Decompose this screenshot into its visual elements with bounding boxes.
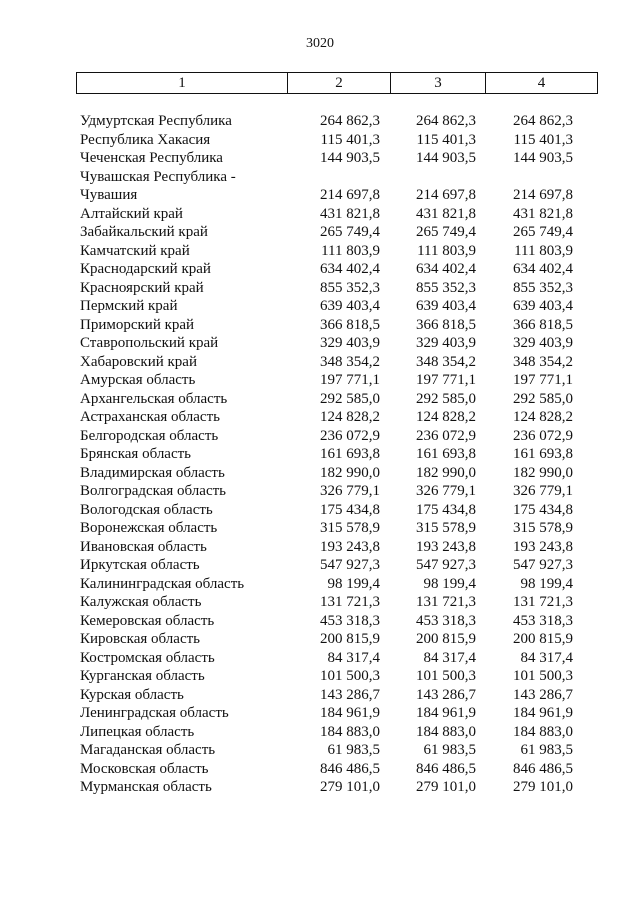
region-name: Ленинградская область bbox=[80, 705, 229, 721]
value-col-2: 315 578,9 bbox=[320, 520, 380, 536]
value-col-2: 131 721,3 bbox=[320, 594, 380, 610]
table-row bbox=[0, 612, 640, 631]
value-col-2: 61 983,5 bbox=[327, 742, 380, 758]
value-col-2: 182 990,0 bbox=[320, 464, 380, 481]
value-col-3: 98 199,4 bbox=[423, 575, 476, 592]
value-col-3: 61 983,5 bbox=[423, 742, 476, 758]
value-col-4: 124 828,2 bbox=[513, 409, 573, 425]
region-name: Удмуртская Республика bbox=[80, 113, 232, 129]
value-col-3: 366 818,5 bbox=[416, 316, 476, 333]
value-col-3: 184 961,9 bbox=[416, 705, 476, 721]
region-name: Калининградская область bbox=[80, 575, 245, 592]
table-row bbox=[0, 186, 640, 205]
value-col-4: 236 072,9 bbox=[513, 427, 573, 444]
header-col-4: 4 bbox=[537, 74, 546, 91]
value-col-3: 453 318,3 bbox=[416, 612, 476, 629]
value-col-4: 326 779,1 bbox=[513, 483, 573, 499]
value-col-4: 639 403,4 bbox=[513, 298, 573, 314]
header-col-2: 2 bbox=[288, 73, 391, 93]
value-col-2: 292 585,0 bbox=[320, 390, 380, 407]
value-col-4: 279 101,0 bbox=[513, 779, 573, 795]
value-col-3: 315 578,9 bbox=[416, 520, 476, 536]
region-name: Камчатский край bbox=[80, 242, 190, 259]
value-col-4: 315 578,9 bbox=[513, 520, 573, 536]
region-name: Амурская область bbox=[80, 372, 196, 388]
value-col-3: 329 403,9 bbox=[416, 335, 476, 351]
table-row bbox=[0, 649, 640, 668]
table-row bbox=[0, 575, 640, 594]
table-row bbox=[0, 427, 640, 446]
region-name: Красноярский край bbox=[80, 279, 204, 296]
region-name: Кемеровская область bbox=[80, 612, 215, 629]
value-col-3: 292 585,0 bbox=[416, 390, 476, 407]
header-col-3: 3 bbox=[391, 73, 486, 93]
region-name: Магаданская область bbox=[80, 742, 216, 758]
value-col-4: 144 903,5 bbox=[513, 150, 573, 166]
table-row bbox=[0, 334, 640, 353]
value-col-3: 84 317,4 bbox=[423, 649, 476, 666]
value-col-3: 124 828,2 bbox=[416, 409, 476, 425]
value-col-2: 124 828,2 bbox=[320, 409, 380, 425]
value-col-4: 197 771,1 bbox=[513, 372, 573, 388]
value-col-3: 182 990,0 bbox=[416, 464, 476, 481]
value-col-2: 279 101,0 bbox=[320, 779, 380, 795]
value-col-3: 265 749,4 bbox=[416, 224, 476, 240]
value-col-4: 98 199,4 bbox=[520, 575, 573, 592]
value-col-3: 326 779,1 bbox=[416, 483, 476, 499]
table-row bbox=[0, 630, 640, 649]
value-col-4: 115 401,3 bbox=[513, 131, 573, 148]
value-col-2: 101 500,3 bbox=[320, 668, 380, 684]
value-col-3: 111 803,9 bbox=[417, 242, 476, 259]
table-row bbox=[0, 112, 640, 131]
table-row bbox=[0, 741, 640, 760]
value-col-2: 453 318,3 bbox=[320, 612, 380, 629]
region-name: Воронежская область bbox=[80, 520, 218, 536]
value-col-3: 855 352,3 bbox=[416, 279, 476, 296]
value-col-4: 453 318,3 bbox=[513, 612, 573, 629]
page-number: 3020 bbox=[306, 36, 334, 51]
header-col-1: 1 bbox=[77, 73, 288, 93]
region-name: Астраханская область bbox=[80, 409, 220, 425]
table-row bbox=[0, 149, 640, 168]
table-row bbox=[0, 723, 640, 742]
table-row bbox=[0, 501, 640, 520]
table-row bbox=[0, 168, 640, 187]
value-col-3: 634 402,4 bbox=[416, 261, 476, 277]
value-col-3: 193 243,8 bbox=[416, 538, 476, 555]
table-row bbox=[0, 205, 640, 224]
value-col-3: 184 883,0 bbox=[416, 723, 476, 740]
table-row bbox=[0, 704, 640, 723]
value-col-4: 111 803,9 bbox=[514, 242, 573, 259]
region-name: Костромская область bbox=[80, 649, 215, 666]
region-name: Ставропольский край bbox=[80, 335, 219, 351]
region-name: Волгоградская область bbox=[80, 483, 226, 499]
table-row bbox=[0, 538, 640, 557]
region-name: Липецкая область bbox=[80, 723, 195, 740]
value-col-4: 292 585,0 bbox=[513, 390, 573, 407]
region-name: Республика Хакасия bbox=[80, 131, 211, 148]
value-col-4: 143 286,7 bbox=[513, 686, 573, 703]
value-col-3: 547 927,3 bbox=[416, 557, 476, 573]
table-row bbox=[0, 408, 640, 427]
value-col-4: 846 486,5 bbox=[513, 760, 573, 777]
value-col-4: 84 317,4 bbox=[520, 649, 573, 666]
region-name: Брянская область bbox=[80, 446, 192, 462]
table-row bbox=[0, 371, 640, 390]
value-col-3: 431 821,8 bbox=[416, 205, 476, 222]
value-col-3: 115 401,3 bbox=[416, 131, 476, 148]
value-col-4: 265 749,4 bbox=[513, 224, 573, 240]
region-name: Кировская область bbox=[80, 631, 201, 647]
value-col-4: 200 815,9 bbox=[513, 631, 573, 647]
value-col-4: 264 862,3 bbox=[513, 113, 573, 129]
region-name: Забайкальский край bbox=[80, 224, 208, 240]
value-col-2: 98 199,4 bbox=[327, 575, 380, 592]
value-col-4: 348 354,2 bbox=[513, 353, 573, 370]
value-col-2: 193 243,8 bbox=[320, 538, 380, 555]
value-col-4: 214 697,8 bbox=[513, 187, 573, 203]
table-row bbox=[0, 279, 640, 298]
value-col-2: 846 486,5 bbox=[320, 760, 380, 777]
value-col-2: 84 317,4 bbox=[327, 649, 380, 666]
region-name: Белгородская область bbox=[80, 427, 219, 444]
value-col-2: 175 434,8 bbox=[320, 501, 380, 518]
value-col-2: 143 286,7 bbox=[320, 686, 380, 703]
value-col-4: 855 352,3 bbox=[513, 279, 573, 296]
value-col-4: 161 693,8 bbox=[513, 446, 573, 462]
region-name: Архангельская область bbox=[80, 390, 228, 407]
region-name: Пермский край bbox=[80, 298, 178, 314]
value-col-3: 144 903,5 bbox=[416, 150, 476, 166]
value-col-3: 197 771,1 bbox=[416, 372, 476, 388]
value-col-2: 236 072,9 bbox=[320, 427, 380, 444]
value-col-3: 200 815,9 bbox=[416, 631, 476, 647]
table-row bbox=[0, 778, 640, 797]
region-name: Краснодарский край bbox=[80, 261, 211, 277]
region-name: Чеченская Республика bbox=[80, 150, 223, 166]
region-name: Чувашия bbox=[80, 187, 138, 203]
value-col-2: 547 927,3 bbox=[320, 557, 380, 573]
value-col-3: 236 072,9 bbox=[416, 427, 476, 444]
value-col-2: 200 815,9 bbox=[320, 631, 380, 647]
value-col-2: 184 883,0 bbox=[320, 723, 380, 740]
value-col-2: 329 403,9 bbox=[320, 335, 380, 351]
value-col-4: 547 927,3 bbox=[513, 557, 573, 573]
region-name: Хабаровский край bbox=[80, 353, 197, 370]
value-col-2: 326 779,1 bbox=[320, 483, 380, 499]
value-col-2: 214 697,8 bbox=[320, 187, 380, 203]
value-col-4: 131 721,3 bbox=[513, 594, 573, 610]
region-name: Курская область bbox=[80, 686, 184, 703]
table-row bbox=[0, 131, 640, 150]
value-col-4: 184 883,0 bbox=[513, 723, 573, 740]
region-name: Алтайский край bbox=[80, 205, 183, 222]
value-col-2: 855 352,3 bbox=[320, 279, 380, 296]
value-col-3: 143 286,7 bbox=[416, 686, 476, 703]
value-col-3: 639 403,4 bbox=[416, 298, 476, 314]
value-col-3: 101 500,3 bbox=[416, 668, 476, 684]
value-col-4: 182 990,0 bbox=[513, 464, 573, 481]
region-name: Приморский край bbox=[80, 316, 195, 333]
value-col-2: 264 862,3 bbox=[320, 113, 380, 129]
table-row bbox=[0, 242, 640, 261]
value-col-2: 161 693,8 bbox=[320, 446, 380, 462]
table-row bbox=[0, 260, 640, 279]
value-col-2: 634 402,4 bbox=[320, 261, 380, 277]
value-col-3: 214 697,8 bbox=[416, 187, 476, 203]
table-row bbox=[0, 464, 640, 483]
table-row bbox=[0, 760, 640, 779]
table-row bbox=[0, 667, 640, 686]
region-name: Чувашская Республика - bbox=[80, 168, 236, 185]
value-col-2: 115 401,3 bbox=[320, 131, 380, 148]
value-col-3: 846 486,5 bbox=[416, 760, 476, 777]
value-col-4: 366 818,5 bbox=[513, 316, 573, 333]
region-name: Вологодская область bbox=[80, 501, 213, 518]
value-col-2: 639 403,4 bbox=[320, 298, 380, 314]
table-row bbox=[0, 482, 640, 501]
region-name: Мурманская область bbox=[80, 779, 212, 795]
table-row bbox=[0, 593, 640, 612]
value-col-3: 131 721,3 bbox=[416, 594, 476, 610]
region-name: Ивановская область bbox=[80, 538, 207, 555]
value-col-2: 348 354,2 bbox=[320, 353, 380, 370]
value-col-4: 101 500,3 bbox=[513, 668, 573, 684]
region-name: Иркутская область bbox=[80, 557, 200, 573]
table-row bbox=[0, 556, 640, 575]
table-row bbox=[0, 686, 640, 705]
value-col-2: 366 818,5 bbox=[320, 316, 380, 333]
value-col-3: 175 434,8 bbox=[416, 501, 476, 518]
value-col-4: 634 402,4 bbox=[513, 261, 573, 277]
value-col-4: 61 983,5 bbox=[520, 742, 573, 758]
table-header bbox=[76, 72, 598, 94]
table-row bbox=[0, 390, 640, 409]
value-col-3: 161 693,8 bbox=[416, 446, 476, 462]
region-name: Московская область bbox=[80, 760, 209, 777]
table-row bbox=[0, 519, 640, 538]
table-row bbox=[0, 297, 640, 316]
value-col-4: 184 961,9 bbox=[513, 705, 573, 721]
region-name: Владимирская область bbox=[80, 464, 225, 481]
table-body bbox=[0, 112, 640, 797]
value-col-4: 193 243,8 bbox=[513, 538, 573, 555]
value-col-4: 431 821,8 bbox=[513, 205, 573, 222]
value-col-3: 264 862,3 bbox=[416, 113, 476, 129]
value-col-2: 184 961,9 bbox=[320, 705, 380, 721]
table-row bbox=[0, 445, 640, 464]
value-col-3: 279 101,0 bbox=[416, 779, 476, 795]
value-col-4: 329 403,9 bbox=[513, 335, 573, 351]
table-row bbox=[0, 316, 640, 335]
value-col-2: 265 749,4 bbox=[320, 224, 380, 240]
table-row bbox=[0, 223, 640, 242]
table-row bbox=[0, 353, 640, 372]
value-col-2: 431 821,8 bbox=[320, 205, 380, 222]
value-col-2: 197 771,1 bbox=[320, 372, 380, 388]
value-col-4: 175 434,8 bbox=[513, 501, 573, 518]
value-col-3: 348 354,2 bbox=[416, 353, 476, 370]
value-col-2: 111 803,9 bbox=[321, 242, 380, 259]
region-name: Курганская область bbox=[80, 668, 205, 684]
value-col-2: 144 903,5 bbox=[320, 150, 380, 166]
region-name: Калужская область bbox=[80, 594, 202, 610]
